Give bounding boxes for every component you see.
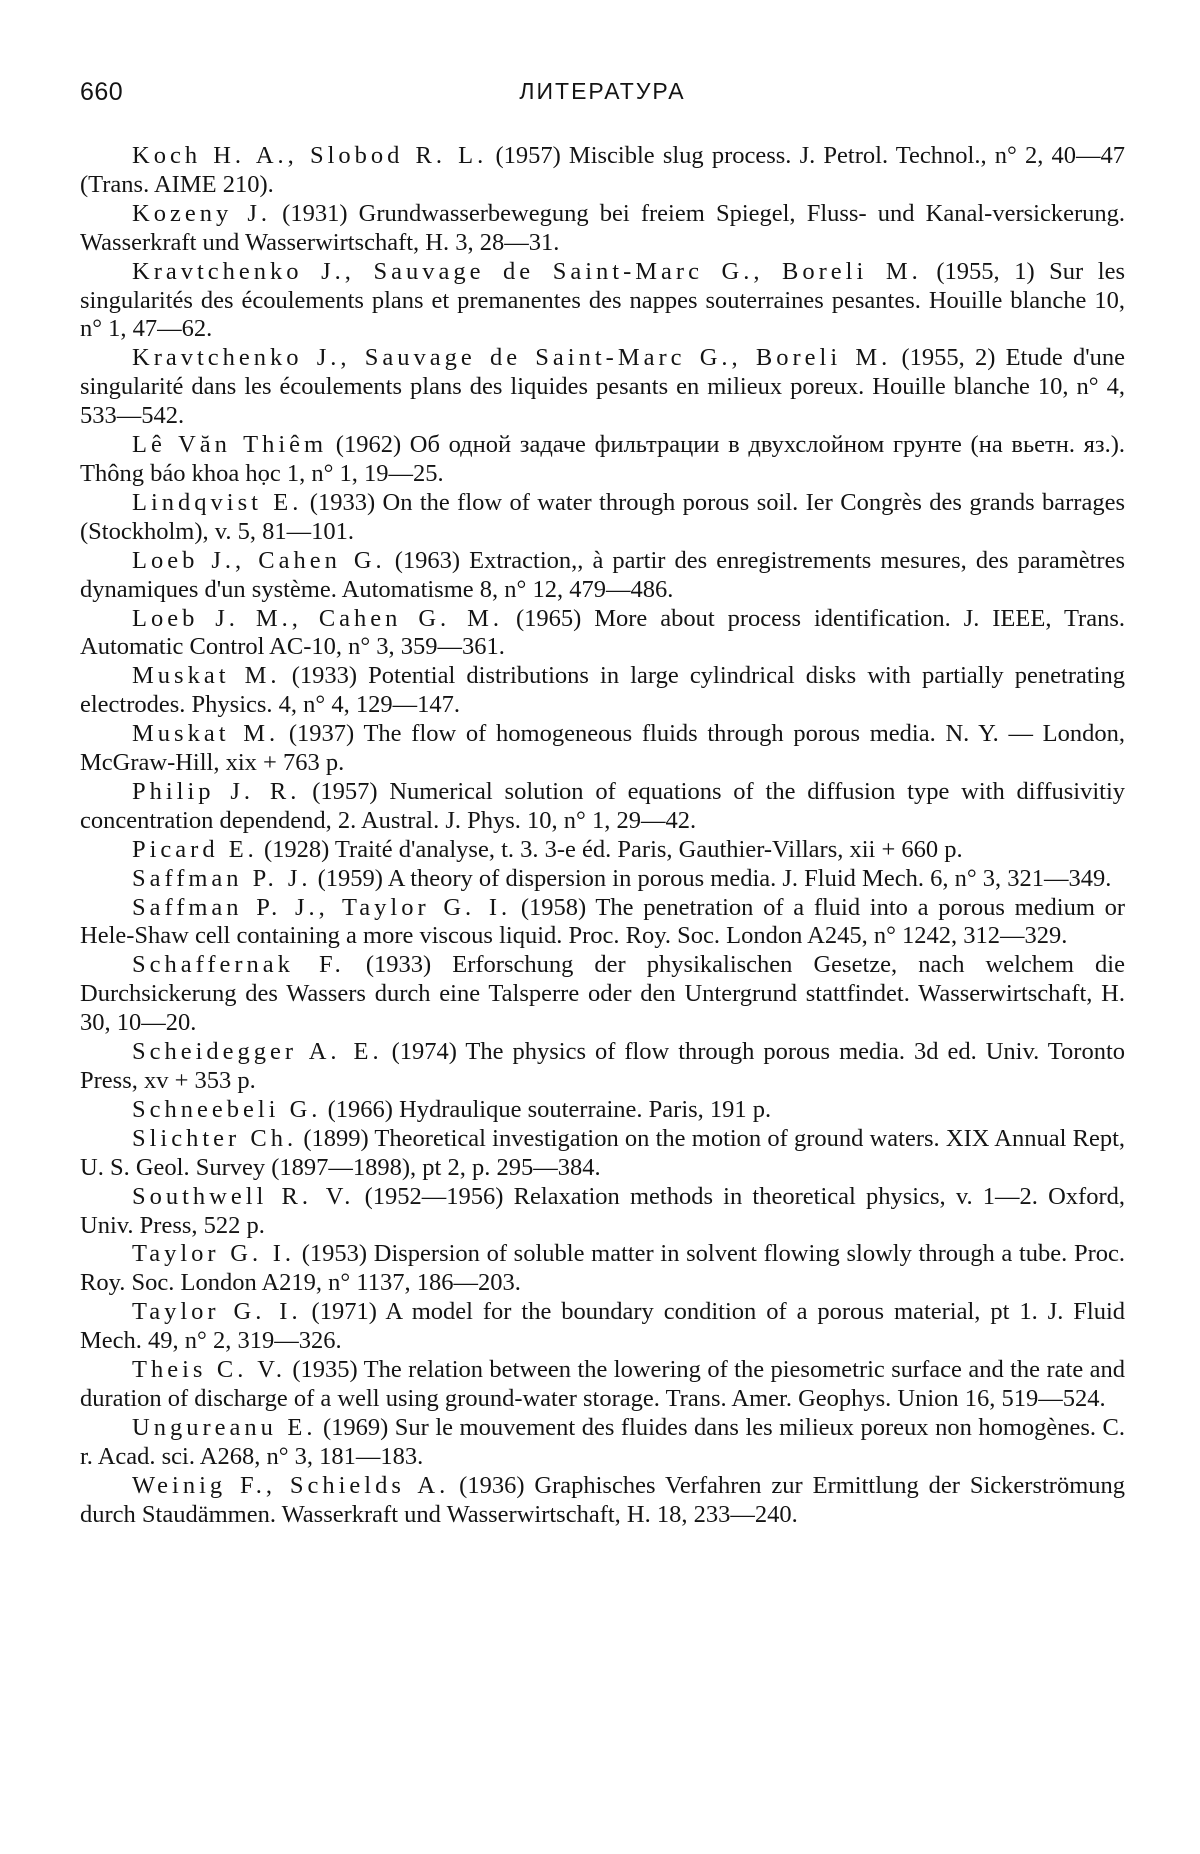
reference-entry bbox=[80, 1096, 1125, 1125]
reference-author: Lindqvist E. bbox=[132, 488, 303, 516]
reference-text: (1937) The flow of homogeneous fluids through porous media. N. Y. — London, McGraw-Hill, xix + 763 p. bbox=[80, 720, 1126, 777]
reference-author: Loeb J., Cahen G. bbox=[132, 546, 386, 574]
reference-author: Theis C. V. bbox=[132, 1356, 286, 1384]
reference-author: Philip J. R. bbox=[132, 777, 301, 805]
running-head: ЛИТЕРАТУРА bbox=[519, 78, 686, 104]
reference-entry bbox=[80, 720, 1125, 778]
reference-author: Muskat M. bbox=[132, 720, 280, 748]
reference-author: Saffman P. J. bbox=[132, 864, 312, 892]
reference-entry bbox=[80, 605, 1125, 663]
reference-entry bbox=[80, 547, 1125, 605]
reference-text: (1971) A model for the boundary condition of a porous material, pt 1. J. Fluid Mech. 49, n° 2, 319—326. bbox=[80, 1298, 1126, 1355]
reference-author: Saffman P. J., Taylor G. I. bbox=[132, 893, 512, 921]
reference-entry bbox=[80, 142, 1125, 200]
reference-text: (1963) Extraction,, à partir des enregistrements mesures, des paramètres dynamiques d'un système. Automatisme 8, n° 12, 479—486. bbox=[80, 546, 1125, 603]
reference-entry bbox=[80, 1414, 1125, 1472]
reference-entry bbox=[80, 894, 1125, 952]
reference-entry bbox=[80, 431, 1125, 489]
reference-entry bbox=[80, 200, 1125, 258]
reference-text: (1933) Potential distributions in large cylindrical disks with partially penetrating electrodes. Physics. 4, n° 4, 129—147. bbox=[80, 662, 1125, 719]
reference-text: (1974) The physics of flow through porous media. 3d ed. Univ. Toronto Press, xv + 353 p. bbox=[80, 1038, 1125, 1094]
reference-author: Kravtchenko J., Sauvage de Saint-Marc G., Boreli M. bbox=[132, 257, 922, 285]
reference-text: (1931) Grundwasserbewegung bei freiem Spiegel, Fluss- und Kanal-versickerung. Wasserkraft und Wasserwirtschaft, H. 3, 28—31. bbox=[80, 199, 1125, 256]
reference-text: (1955, 2) Etude d'une singularité dans les écoulements plans des liquides pesants en milieux poreux. Houille blanche 10, n° 4, 533—542. bbox=[80, 344, 1125, 430]
reference-text: (1952—1956) Relaxation methods in theoretical physics, v. 1—2. Oxford, Univ. Press, 522 p. bbox=[80, 1182, 1125, 1239]
reference-author: Koch H. A., Slobod R. L. bbox=[132, 142, 488, 169]
reference-author: Taylor G. I. bbox=[132, 1298, 302, 1326]
reference-author: Weinig F., Schields A. bbox=[132, 1471, 450, 1499]
reference-entry bbox=[80, 1298, 1125, 1356]
reference-entry bbox=[80, 1125, 1125, 1183]
reference-text: (1928) Traité d'analyse, t. 3. 3-e éd. Paris, Gauthier-Villars, xii + 660 p. bbox=[263, 835, 963, 863]
reference-author: Slichter Ch. bbox=[132, 1124, 298, 1152]
reference-entry bbox=[80, 836, 1125, 865]
reference-text: (1953) Dispersion of soluble matter in solvent flowing slowly through a tube. Proc. Roy. Soc. London A219, n° 1137, 186—203. bbox=[80, 1240, 1125, 1297]
reference-author: Picard E. bbox=[132, 835, 258, 863]
reference-author: Kozeny J. bbox=[132, 199, 272, 227]
reference-author: Taylor G. I. bbox=[132, 1240, 296, 1268]
reference-list bbox=[80, 142, 1125, 1530]
reference-author: Southwell R. V. bbox=[132, 1182, 355, 1210]
reference-text: (1899) Theoretical investigation on the motion of ground waters. XIX Annual Rept, U. S. Geol. Survey (1897—1898), pt 2, p. 295—384. bbox=[80, 1124, 1125, 1181]
reference-text: (1966) Hydraulique souterraine. Paris, 191 p. bbox=[327, 1095, 772, 1123]
reference-author: Kravtchenko J., Sauvage de Saint-Marc G., Boreli M. bbox=[132, 344, 892, 372]
reference-text: (1957) Numerical solution of equations of the diffusion type with diffusivitiy concentration dependend, 2. Austral. J. Phys. 10, n° 1, 29—42. bbox=[80, 777, 1125, 834]
reference-author: Schaffernak F. bbox=[132, 951, 345, 979]
reference-text: (1955, 1) Sur les singularités des écoulements plans et premanentes des nappes souterraines pesantes. Houille blanche 10, n° 1, 47—62. bbox=[80, 257, 1126, 343]
reference-entry bbox=[80, 1240, 1125, 1298]
reference-entry bbox=[80, 1356, 1125, 1414]
reference-text: (1965) More about process identification. J. IEEE, Trans. Automatic Control AC-10, n° 3, 359—361. bbox=[80, 604, 1125, 661]
reference-author: Ungureanu E. bbox=[132, 1413, 317, 1441]
reference-entry bbox=[80, 1183, 1125, 1241]
reference-text: (1933) On the flow of water through porous soil. Ier Congrès des grands barrages (Stockholm), v. 5, 81—101. bbox=[80, 488, 1125, 545]
reference-author: Lê Văn Thiêm bbox=[132, 431, 328, 459]
reference-author: Schneebeli G. bbox=[132, 1095, 322, 1123]
reference-author: Scheidegger A. E. bbox=[132, 1038, 383, 1066]
reference-text: (1962) Об одной задаче фильтрации в двухслойном грунте (на вьетн. яз.). Thông báo khoa học 1, n° 1, 19—25. bbox=[80, 431, 1125, 487]
reference-entry bbox=[80, 258, 1125, 345]
page-header bbox=[80, 78, 1125, 114]
reference-text: (1936) Graphisches Verfahren zur Ermittlung der Sickerströmung durch Staudämmen. Wasserkraft und Wasserwirtschaft, H. 18, 233—240. bbox=[80, 1471, 1125, 1528]
reference-text: (1957) Miscible slug process. J. Petrol. Technol., n° 2, 40—47 (Trans. AIME 210). bbox=[80, 142, 1126, 198]
reference-entry bbox=[80, 1472, 1125, 1530]
reference-entry bbox=[80, 489, 1125, 547]
reference-entry bbox=[80, 778, 1125, 836]
reference-author: Loeb J. M., Cahen G. M. bbox=[132, 604, 504, 632]
reference-text: (1959) A theory of dispersion in porous media. J. Fluid Mech. 6, n° 3, 321—349. bbox=[317, 864, 1112, 892]
reference-entry bbox=[80, 1038, 1125, 1096]
reference-entry bbox=[80, 662, 1125, 720]
reference-entry bbox=[80, 344, 1125, 431]
reference-author: Muskat M. bbox=[132, 662, 281, 690]
reference-text: (1933) Erforschung der physikalischen Gesetze, nach welchem die Durchsickerung des Wassers durch eine Talsperre oder den Untergrund stattfindet. Wasserwirtschaft, H. 30, 10—20. bbox=[80, 951, 1125, 1037]
reference-entry bbox=[80, 865, 1125, 894]
reference-text: (1935) The relation between the lowering of the piesometric surface and the rate and duration of discharge of a well using ground-water storage. Trans. Amer. Geophys. Union 16, 519—524. bbox=[80, 1356, 1125, 1412]
page-number: 660 bbox=[80, 78, 124, 106]
reference-entry bbox=[80, 951, 1125, 1038]
reference-text: (1969) Sur le mouvement des fluides dans les milieux poreux non homogènes. C. r. Acad. sci. A268, n° 3, 181—183. bbox=[80, 1413, 1126, 1470]
reference-text: (1958) The penetration of a fluid into a porous medium or Hele-Shaw cell containing a more viscous liquid. Proc. Roy. Soc. London A245, n° 1242, 312—329. bbox=[80, 893, 1125, 950]
